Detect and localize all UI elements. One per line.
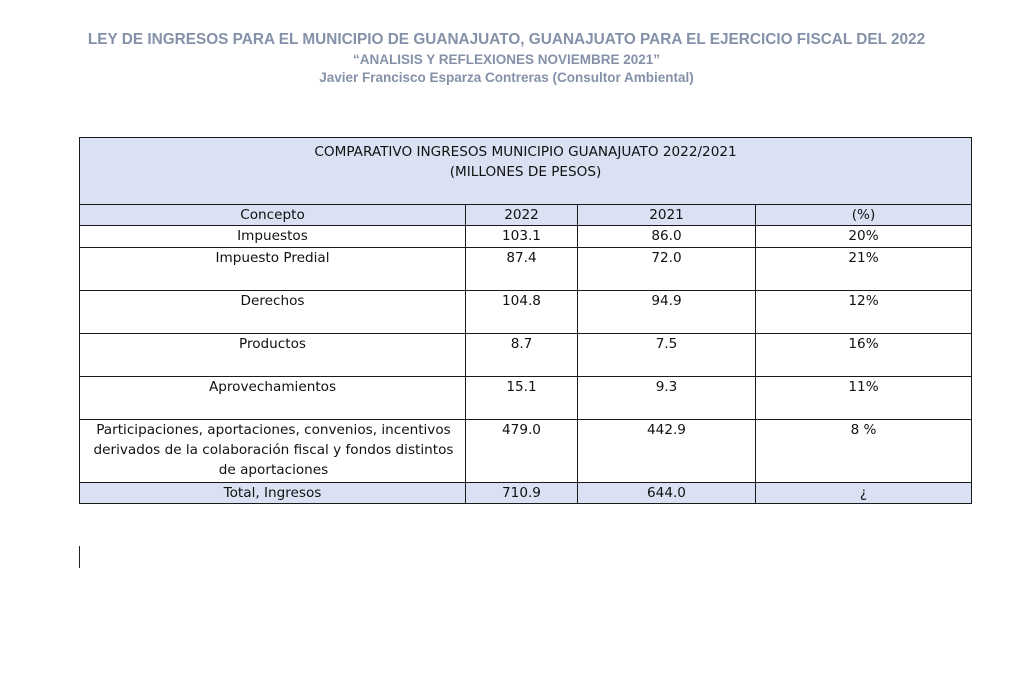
cell-2021: 94.9 [578, 291, 756, 334]
cell-2022: 8.7 [466, 334, 578, 377]
cell-concepto: Derechos [80, 291, 466, 334]
text-cursor[interactable] [79, 546, 80, 568]
cell-2022: 87.4 [466, 248, 578, 291]
total-2022: 710.9 [466, 483, 578, 504]
cell-pct: 12% [756, 291, 972, 334]
column-header-2022: 2022 [466, 205, 578, 226]
cell-concepto: Impuesto Predial [80, 248, 466, 291]
cell-2021: 86.0 [578, 226, 756, 248]
document-subtitle: “ANALISIS Y REFLEXIONES NOVIEMBRE 2021” [352, 52, 661, 67]
cell-2022: 479.0 [466, 420, 578, 483]
table-row [80, 291, 972, 334]
cell-2021: 72.0 [578, 248, 756, 291]
total-pct: ¿ [756, 483, 972, 504]
table-row [80, 248, 972, 291]
column-header-2021: 2021 [578, 205, 756, 226]
cell-2021: 7.5 [578, 334, 756, 377]
table-row [80, 226, 972, 248]
table-row [80, 420, 972, 483]
document-author: Javier Francisco Esparza Contreras (Consultor Ambiental) [319, 70, 694, 85]
table-row [80, 334, 972, 377]
cell-pct: 20% [756, 226, 972, 248]
table-title-line1: COMPARATIVO INGRESOS MUNICIPIO GUANAJUATO 2022/2021 [314, 144, 737, 160]
table-row [80, 377, 972, 420]
cell-concepto: Aprovechamientos [80, 377, 466, 420]
column-header-concepto: Concepto [80, 205, 466, 226]
cell-concepto: Impuestos [80, 226, 466, 248]
cell-2022: 104.8 [466, 291, 578, 334]
cell-2022: 15.1 [466, 377, 578, 420]
document-title: LEY DE INGRESOS PARA EL MUNICIPIO DE GUANAJUATO, GUANAJUATO PARA EL EJERCICIO FISCAL DEL 2022 [87, 31, 926, 48]
cell-pct: 21% [756, 248, 972, 291]
cell-concepto: Participaciones, aportaciones, convenios, incentivos derivados de la colaboración fiscal y fondos distintos de aportaciones [80, 420, 466, 483]
cell-concepto: Productos [80, 334, 466, 377]
cell-pct: 11% [756, 377, 972, 420]
table-total-row [80, 483, 972, 504]
cell-pct: 16% [756, 334, 972, 377]
cell-2021: 442.9 [578, 420, 756, 483]
table-title [80, 138, 972, 205]
cell-pct: 8 % [756, 420, 972, 483]
table-title-line2: (MILLONES DE PESOS) [449, 164, 602, 180]
total-2021: 644.0 [578, 483, 756, 504]
cell-2022: 103.1 [466, 226, 578, 248]
cell-2021: 9.3 [578, 377, 756, 420]
column-header-pct: (%) [756, 205, 972, 226]
income-comparison-table [79, 137, 972, 504]
document-header [0, 30, 1013, 87]
total-concepto: Total, Ingresos [80, 483, 466, 504]
table-header-row [80, 205, 972, 226]
